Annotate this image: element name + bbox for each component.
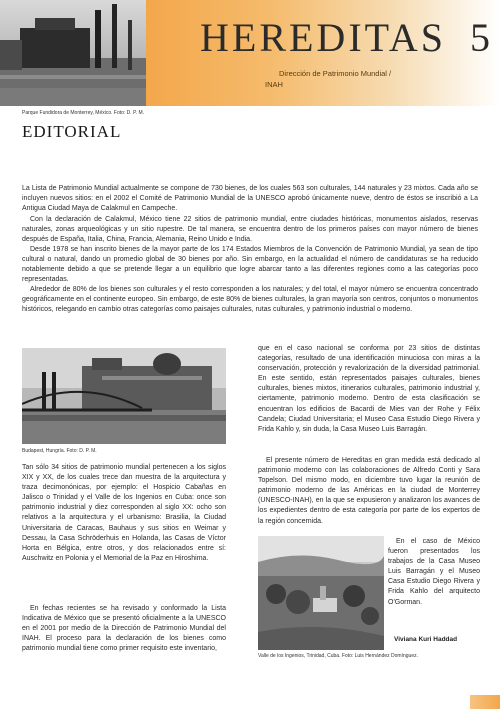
left-paragraph-2: En fechas recientes se ha revisado y conformado la Lista Indicativa de México que se presentó oficialmente a la UNESCO en el 2001 por medio de la Dirección de Patrimonio Mundial del INAH. El proceso para la declaración de los bienes como patrimonio mundial tiene como primer requisito este inventario,: [22, 605, 226, 653]
author-signature: Viviana Kuri Haddad: [394, 636, 458, 643]
intro-paragraph-2: Con la declaración de Calakmul, México tiene 22 sitios de patrimonio mundial, entre ciudades históricas, monumentos aislados, reservas naturales, zonas arqueológicas y un sitio rupestre. De tal manera, se encuentra dentro de los primeros países con mayor número de bienes después de España, Italia, China, Francia, Alemania, Reino Unido e India.: [22, 216, 478, 244]
photo-budapest-caption: Budapest, Hungría. Foto: D. P. M.: [22, 448, 97, 454]
footer-accent-bar: [470, 695, 500, 709]
photo-valle-ingenios: [258, 536, 384, 650]
right-paragraph-1: que en el caso nacional se conforma por 23 sitios de distintas categorías, resultado de una identificación minuciosa con miras a la conservación, protección y revalorización de la diversidad patrimonial. En este sentido, están representados paisajes culturales, bienes culturales, bienes mixtos, itinerarios culturales, patrimonio industrial y, ciertamente, patrimonio moderno. Dentro de esta clasificación se encuentran los edificios de Bacardi de Mies van der Rohe y Félix Candela; Ciudad Universitaria; el Museo Casa Estudio Diego Rivera y Frida Kahlo y, sin duda, la Casa Museo Luis Barragán.: [258, 345, 480, 433]
intro-paragraph-3: Desde 1978 se han inscrito bienes de la mayor parte de los 174 Estados Miembros de la Convención de Patrimonio Mundial, ya sean de tipo cultural o natural, dando un promedio global de 30 bienes por año. Sin embargo, en la actualidad el número de candidaturas se ha reducido notablemente debido a que se pretende llegar a un equilibrio que logre abarcar tanto a las diferentes regiones como a las categorías poco representadas.: [22, 246, 478, 284]
photo-budapest: [22, 348, 226, 444]
intro-paragraph-4: Alrededor de 80% de los bienes son culturales y el resto corresponden a los naturales; y del total, el mayor número se encuentra concentrado geográficamente en el continente europeo. Sin embargo, de este 80% de bienes culturales, la gran mayoría son centros, conjuntos o monumentos históricos, relegando en cambio otras categorías como paisajes culturales, rutas culturales, y patrimonio industrial o moderno.: [22, 286, 478, 314]
header-subtitle-line1: Dirección de Patrimonio Mundial /: [279, 69, 392, 78]
section-title: EDITORIAL: [22, 122, 122, 141]
left-paragraph-1: Tan sólo 34 sitios de patrimonio mundial pertenecen a los siglos XIX y XX, de los cuales trece dan muestra de la arquitectura y traza decimonónicas, por ejemplo: el Hospicio Cabañas en Jalisco o Trinidad y el Valle de los Ingenios en Cuba: once son patrimonio industrial y diez corresponden al siglo XX: ocho son relativos a la arquitectura y el urbanismo: Brasilia, la Ciudad Universitaria de Caracas, Bauhaus y sus sitios en Weimar y Dessau, la Casa Schröderhuis en Holanda, las Casas de Víctor Horta en Bélgica, entre otros, y dos relacionados entre sí: Auschwitz en Polonia y el Memorial de la Paz en Hiroshima.: [22, 464, 226, 562]
masthead-title: HEREDITAS: [200, 15, 447, 60]
intro-paragraph-1: La Lista de Patrimonio Mundial actualmente se compone de 730 bienes, de los cuales 563 son culturales, 144 naturales y 23 mixtos. Cada año se incluyen nuevos sitios: en el 2002 el Comité de Patrimonio Mundial de la UNESCO aprobó únicamente nueve, dentro de éstos se inscribió a La Antigua Ciudad Maya de Calakmul en Campeche.: [22, 185, 478, 213]
right-paragraph-2: El presente número de Hereditas en gran medida está dedicado al patrimonio moderno con las colaboraciones de Alfredo Conti y Sara Topelson. Del mismo modo, en diciembre tuvo lugar la reunión de patrimonio moderno de las Américas en la ciudad de Monterrey (UNESCO-INAH), en la que se expusieron y analizaron los avances de los expedientes dentro de esta categoría por parte de los expertos de la región concernida.: [258, 457, 480, 525]
header-photo-fundidora: [0, 0, 146, 106]
issue-number: 5: [470, 15, 490, 60]
header-subtitle-line2: INAH: [265, 80, 283, 89]
photo-valle-caption: Valle de los Ingenios, Trinidad, Cuba. Foto: Luis Hernández Domínguez.: [258, 653, 418, 659]
header-photo-caption: Parque Fundidora de Monterrey, México. Foto: D. P. M.: [22, 110, 145, 116]
mexico-paragraph: En el caso de México fueron presentados los trabajos de la Casa Museo Luis Barragán y el Museo Casa Estudio Diego Rivera y Frida Kahlo del arquitecto O'Gorman.: [388, 538, 480, 606]
